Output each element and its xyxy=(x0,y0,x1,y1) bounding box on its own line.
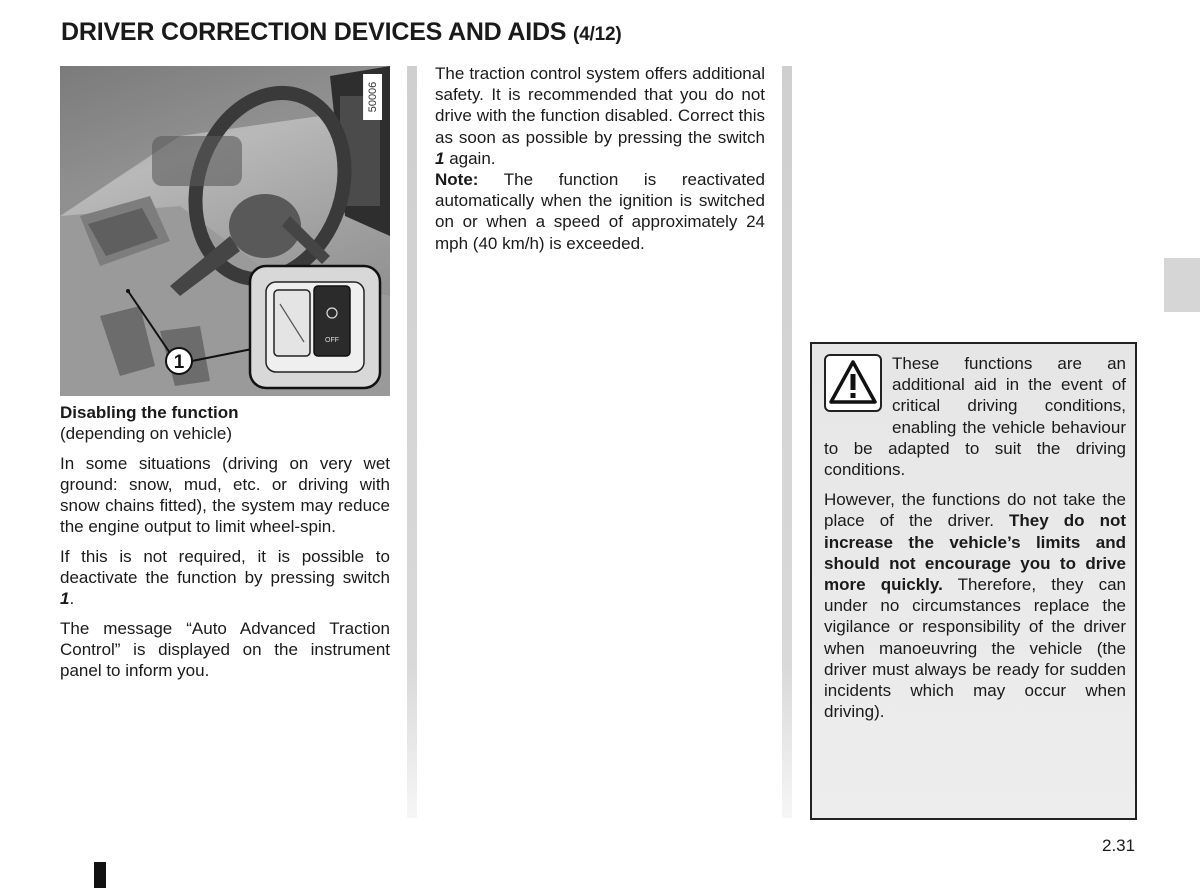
corner-mark xyxy=(94,862,106,888)
note-label: Note: xyxy=(435,170,479,190)
warning-box xyxy=(810,342,1137,820)
paragraph-message: The message “Auto Advanced Traction Control” is displayed on the instrument panel to inform you. xyxy=(60,619,390,680)
safety-end: again. xyxy=(444,148,496,168)
switch-ref: 1 xyxy=(60,589,70,608)
title-page-ref: (4/12) xyxy=(573,24,622,45)
warning-paragraph-2 xyxy=(824,489,1126,722)
section-subheading: (depending on vehicle) xyxy=(60,424,233,443)
deactivate-end: . xyxy=(69,589,75,608)
middle-column xyxy=(435,63,765,254)
warning-p2-start: However, the functions do not take the place of the driver. xyxy=(824,490,1126,531)
page-title xyxy=(61,18,621,47)
safety-text: The traction control system offers additional safety. It is recommended that you do not drive with the function disabled. Correct this as soon as possible by pressing the switch xyxy=(435,64,765,147)
chapter-tab xyxy=(1164,258,1200,312)
warning-paragraph-1: These functions are an additional aid in the event of critical driving conditions, enabling the vehicle behaviour to be adapted to suit the driving conditions. xyxy=(824,354,1126,480)
dashboard-figure xyxy=(60,66,390,396)
paragraph-safety xyxy=(435,63,765,169)
switch-ref-2: 1 xyxy=(435,148,445,168)
switch-off-label: OFF xyxy=(325,337,339,344)
left-column xyxy=(60,402,390,690)
column-divider-right xyxy=(782,66,792,818)
section-heading: Disabling the function xyxy=(60,403,239,422)
dashboard-illustration xyxy=(60,66,390,396)
column-divider-left xyxy=(407,66,417,818)
note-text: The function is reactivated automatically when the ignition is switched on or when a speed of approximately 24 mph (40 km/h) is exceeded. xyxy=(435,170,765,253)
title-text: DRIVER CORRECTION DEVICES AND AIDS xyxy=(61,18,567,46)
deactivate-text: If this is not required, it is possible to deactivate the function by pressing switch xyxy=(60,547,390,587)
paragraph-wet-ground: In some situations (driving on very wet ground: snow, mud, etc. or driving with snow chains fitted), the system may reduce the engine output to limit wheel-spin. xyxy=(60,454,390,536)
note-paragraph xyxy=(435,169,765,254)
warning-p2-end: Therefore, they can under no circumstances replace the vigilance or responsibility of the driver when manoeuvring the vehicle (the driver must always be ready for sudden incidents which may occur when driving). xyxy=(824,575,1126,722)
page-number: 2.31 xyxy=(1102,836,1136,855)
warning-text xyxy=(824,353,1126,731)
paragraph-deactivate xyxy=(60,546,390,609)
callout-label-1: 1 xyxy=(173,352,185,373)
figure-code: 50006 xyxy=(367,81,379,113)
warning-p2-bold: They do not increase the vehicle’s limits and should not encourage you to drive more quickly. xyxy=(824,511,1126,595)
figure-code-tag xyxy=(363,74,382,120)
